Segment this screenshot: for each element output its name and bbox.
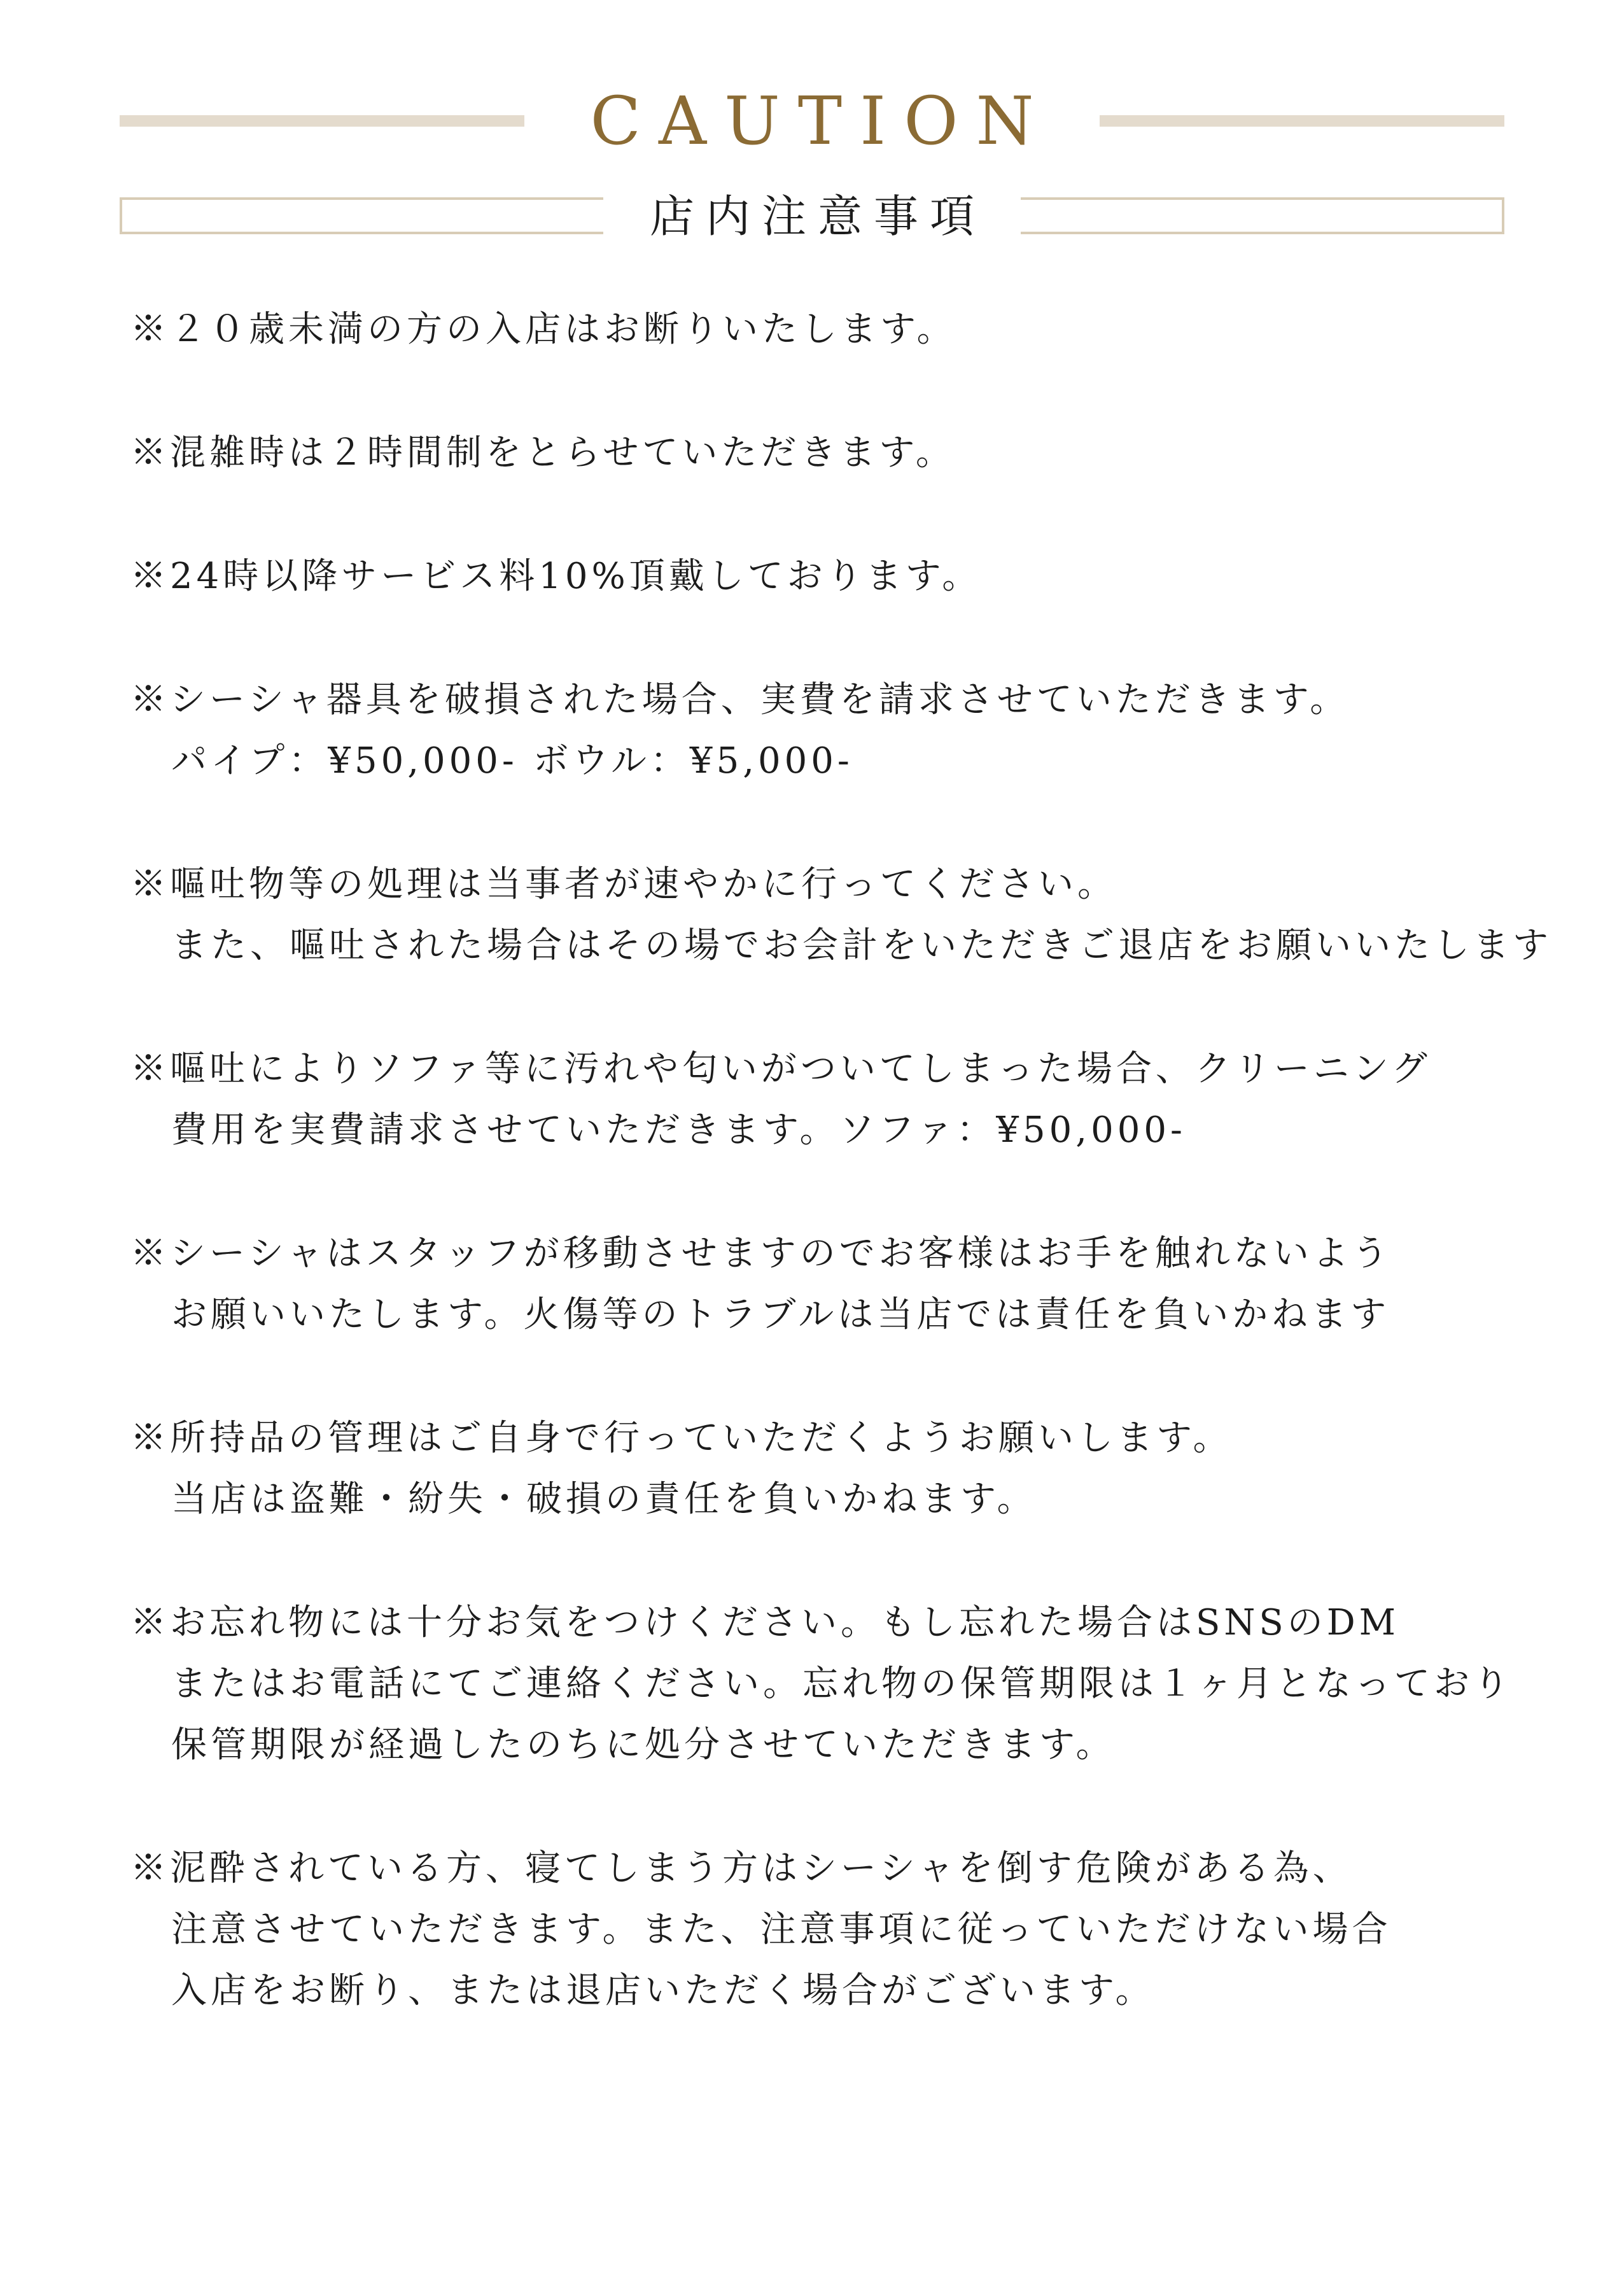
caution-item-text: ※嘔吐によりソファ等に汚れや匂いがついてしまった場合、クリーニング — [130, 1048, 1431, 1090]
caution-item-continuation: 費用を実費請求させていただきます。ソファ：¥50,000- — [171, 1109, 1186, 1151]
caution-item — [130, 1223, 1505, 1346]
caution-item-text: ※お忘れ物には十分お気をつけください。もし忘れた場合はSNSのDM — [130, 1602, 1399, 1643]
caution-item-continuation: 当店は盗難・紛失・破損の責任を負いかねます。 — [171, 1479, 1037, 1520]
caution-item-text: ※シーシャはスタッフが移動させますのでお客様はお手を触れないよう — [130, 1233, 1392, 1274]
caution-item-continuation: またはお電話にてご連絡ください。忘れ物の保管期限は１ヶ月となっており — [171, 1663, 1513, 1705]
subtitle-header — [120, 191, 1504, 242]
caution-item-text: ※嘔吐物等の処理は当事者が速やかに行ってください。 — [130, 864, 1117, 905]
caution-left-bar — [120, 115, 524, 127]
caution-item — [130, 423, 1505, 484]
caution-item — [130, 1592, 1513, 1776]
caution-item-text: ※混雑時は２時間制をとらせていただきます。 — [130, 432, 955, 474]
caution-item-continuation: また、嘔吐された場合はその場でお会計をいただきご退店をお願いいたします — [171, 925, 1552, 966]
caution-item — [130, 299, 1505, 360]
page-subtitle: 店内注意事項 — [650, 190, 986, 243]
caution-list — [130, 299, 1552, 2084]
page-title: CAUTION — [590, 82, 1052, 160]
caution-item-continuation: 注意させていただきます。また、注意事項に従っていただけない場合 — [171, 1909, 1392, 1950]
caution-item-text: ※所持品の管理はご自身で行っていただくようお願いします。 — [130, 1417, 1233, 1459]
caution-item-continuation: パイプ：¥50,000- ボウル：¥5,000- — [171, 740, 853, 782]
subtitle-left-frame — [120, 197, 603, 234]
caution-item-text: ※24時以降サービス料10%頂戴しております。 — [130, 556, 982, 597]
caution-item — [130, 1838, 1505, 2021]
caution-item-text: ※２０歳未満の方の入店はお断りいたします。 — [130, 309, 956, 350]
caution-item — [130, 670, 1505, 792]
caution-right-bar — [1100, 115, 1504, 127]
caution-item-continuation: 入店をお断り、または退店いただく場合がございます。 — [171, 1970, 1155, 2011]
caution-item-text: ※泥酔されている方、寝てしまう方はシーシャを倒す危険がある為、 — [130, 1848, 1352, 1889]
caution-header — [120, 82, 1504, 160]
subtitle-right-frame — [1021, 197, 1504, 234]
caution-item-continuation: お願いいたします。火傷等のトラブルは当店では責任を負いかねます — [171, 1294, 1390, 1335]
caution-item — [130, 546, 1505, 607]
caution-item-continuation: 保管期限が経過したのちに処分させていただきます。 — [171, 1724, 1116, 1766]
caution-item-text: ※シーシャ器具を破損された場合、実費を請求させていただきます。 — [130, 679, 1350, 721]
caution-item — [130, 854, 1552, 976]
caution-item — [130, 1408, 1505, 1530]
caution-item — [130, 1039, 1505, 1161]
